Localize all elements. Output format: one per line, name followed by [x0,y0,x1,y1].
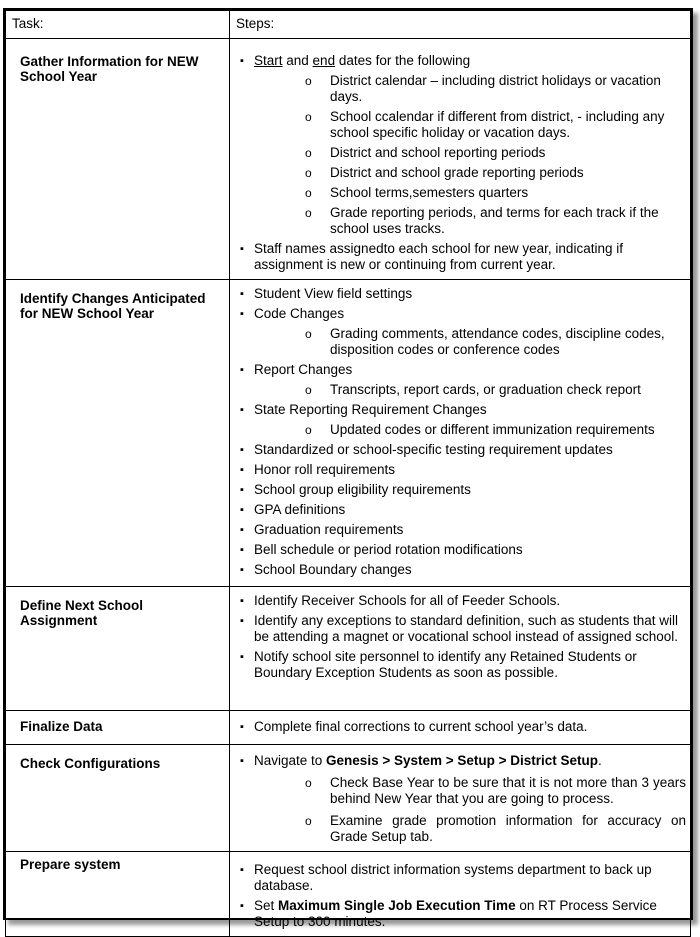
list-item: ▪ State Reporting Requirement Changes [240,402,686,418]
underlined-text: end [312,53,336,68]
list-item: ▪ Bell schedule or period rotation modifications [240,542,686,558]
table-row [6,280,691,587]
list-item: ▪ Code Changes [240,306,686,322]
table-row [6,852,691,937]
list-item: ▪ Staff names assignedto each school for new year, indicating if assignment is new or continuing from current year. [240,241,686,273]
task-cell: Define Next School Assignment [6,587,230,711]
list-item: ▪ School Boundary changes [240,562,686,578]
text: and [282,53,313,68]
sub-list-item: o School terms,semesters quarters [240,185,686,201]
table-header-row [6,11,691,39]
table-row [6,711,691,745]
sub-list-item: o Grade reporting periods, and terms for each track if the school uses tracks. [240,205,686,237]
table-row [6,587,691,711]
sub-list-item: o Check Base Year to be sure that it is not more than 3 years behind New Year that you are going to process. [240,775,686,807]
list-item [240,898,686,930]
task-cell: Identify Changes Anticipated for NEW School Year [6,280,230,587]
list-item: ▪ Complete final corrections to current school year’s data. [240,719,686,735]
sub-list-item: o Updated codes or different immunization requirements [240,422,686,438]
task-steps-table [5,10,691,937]
list-item: ▪ Honor roll requirements [240,462,686,478]
list-item: ▪ GPA definitions [240,502,686,518]
steps-cell [230,280,691,587]
list-item: ▪ School group eligibility requirements [240,482,686,498]
list-item: ▪ Notify school site personnel to identify any Retained Students or Boundary Exception Students as soon as possible. [240,649,686,681]
list-item [240,53,686,69]
sub-list-item: o District and school grade reporting periods [240,165,686,181]
list-item: ▪ Student View field settings [240,286,686,302]
sub-list-item: o Grading comments, attendance codes, discipline codes, disposition codes or conference codes [240,326,686,358]
task-steps-table-frame [3,8,693,929]
list-item: ▪ Identify any exceptions to standard definition, such as students that will be attending a magnet or vocational school instead of assigned school. [240,613,686,645]
list-item: ▪ Graduation requirements [240,522,686,538]
setting-name: Maximum Single Job Execution Time [278,898,516,913]
text: on RT Process Service Setup to 300 minutes. [254,898,657,929]
task-cell: Gather Information for NEW School Year [6,39,230,280]
task-cell: Prepare system [6,852,230,937]
sub-list-item: o District calendar – including district holidays or vacation days. [240,73,686,105]
nav-path: Genesis > System > Setup > District Setup [326,753,599,768]
list-item: ▪ Standardized or school-specific testing requirement updates [240,442,686,458]
task-cell: Check Configurations [6,745,230,852]
header-task: Task: [6,11,230,39]
task-cell: Finalize Data [6,711,230,745]
sub-list-item: o Examine grade promotion information for accuracy on Grade Setup tab. [240,813,686,845]
header-steps: Steps: [230,11,691,39]
steps-cell [230,39,691,280]
list-item: ▪ Request school district information systems department to back up database. [240,862,686,894]
steps-cell [230,745,691,852]
sub-list-item: o School ccalendar if different from district, - including any school specific holiday or vacation days. [240,109,686,141]
list-item: ▪ Report Changes [240,362,686,378]
table-row [6,745,691,852]
list-item: ▪ Identify Receiver Schools for all of Feeder Schools. [240,593,686,609]
text: Navigate to [254,753,327,768]
table-row [6,39,691,280]
steps-cell [230,587,691,711]
steps-cell [230,852,691,937]
text: . [598,753,602,768]
sub-list-item: o District and school reporting periods [240,145,686,161]
sub-list-item: o Transcripts, report cards, or graduation check report [240,382,686,398]
list-item [240,753,686,769]
text: Set [254,898,279,913]
underlined-text: Start [254,53,283,68]
steps-cell [230,711,691,745]
text: dates for the following [335,53,471,68]
